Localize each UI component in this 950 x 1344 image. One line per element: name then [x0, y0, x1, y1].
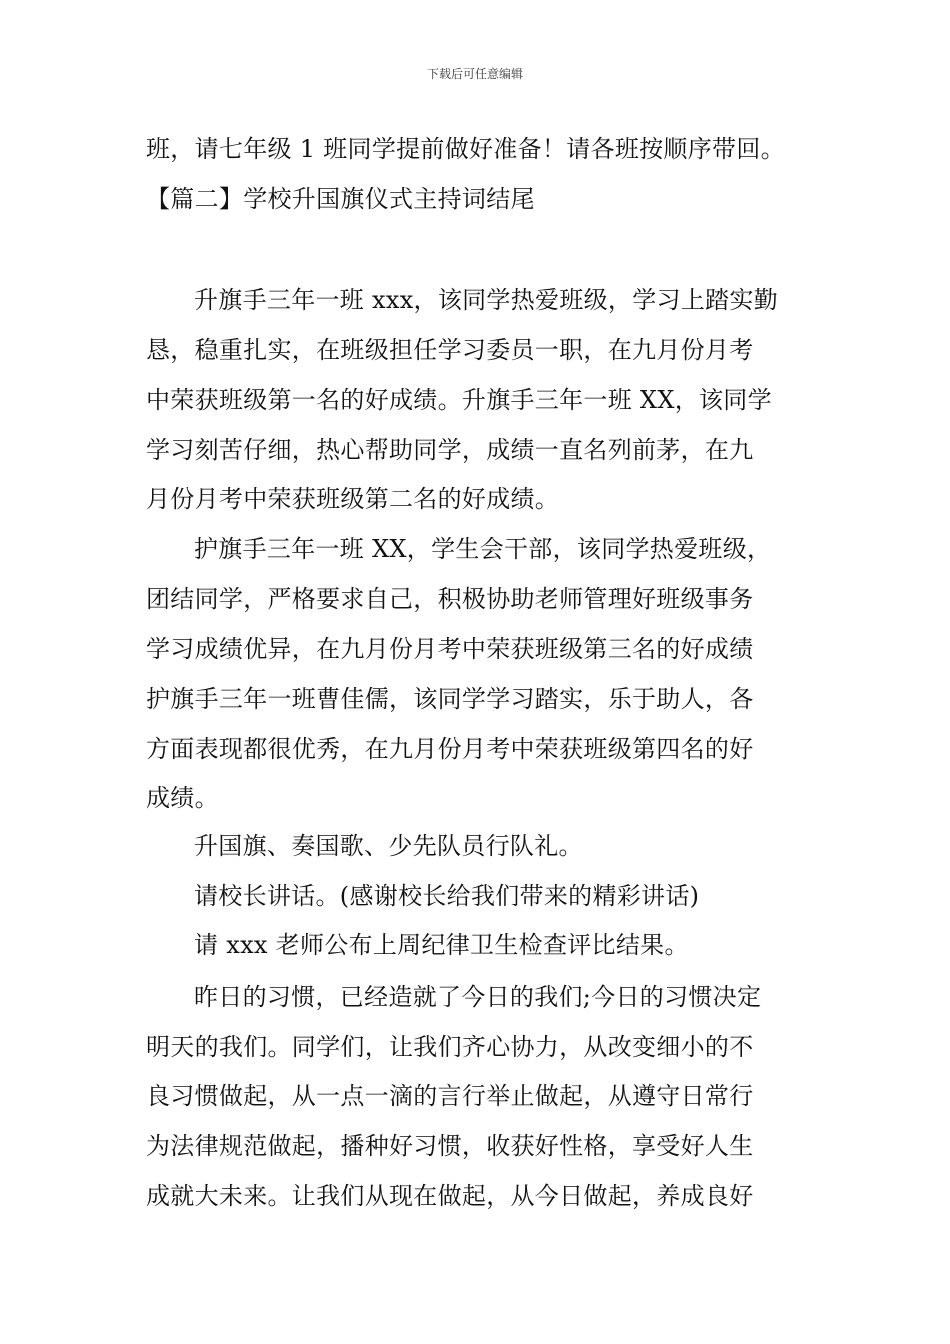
text-line: 学习刻苦仔细，热心帮助同学，成绩一直名列前茅，在九 — [146, 436, 754, 464]
text-line: 班，请七年级 1 班同学提前做好准备！请各班按顺序带回。 — [146, 135, 785, 163]
text-line: 请 xxx 老师公布上周纪律卫生检查评比结果。 — [194, 931, 689, 959]
text-line: 成就大未来。让我们从现在做起，从今日做起，养成良好 — [146, 1182, 754, 1210]
text-line: 护旗手三年一班 XX，学生会干部，该同学热爱班级， — [194, 535, 772, 563]
text-line: 中荣获班级第一名的好成绩。升旗手三年一班 XX，该同学 — [146, 386, 772, 414]
section-heading: 【篇二】学校升国旗仪式主持词结尾 — [146, 185, 535, 213]
text-line: 学习成绩优异，在九月份月考中荣获班级第三名的好成绩 — [146, 635, 754, 663]
text-line: 明天的我们。同学们，让我们齐心协力，从改变细小的不 — [146, 1033, 754, 1061]
text-line: 月份月考中荣获班级第二名的好成绩。 — [146, 485, 560, 513]
text-line: 请校长讲话。(感谢校长给我们带来的精彩讲话) — [194, 882, 700, 910]
text-line: 恳，稳重扎实，在班级担任学习委员一职，在九月份月考 — [146, 336, 754, 364]
text-line: 团结同学，严格要求自己，积极协助老师管理好班级事务 — [146, 585, 754, 613]
text-line: 昨日的习惯，已经造就了今日的我们;今日的习惯决定 — [194, 983, 762, 1011]
text-line: 成绩。 — [146, 784, 219, 812]
text-line: 方面表现都很优秀，在九月份月考中荣获班级第四名的好 — [146, 735, 754, 763]
text-line: 护旗手三年一班曹佳儒，该同学学习踏实，乐于助人，各 — [146, 685, 754, 713]
text-line: 升国旗、奏国歌、少先队员行队礼。 — [194, 832, 583, 860]
text-line: 升旗手三年一班 xxx，该同学热爱班级，学习上踏实勤 — [194, 286, 779, 314]
text-line: 为法律规范做起，播种好习惯，收获好性格，享受好人生 — [146, 1132, 754, 1160]
text-line: 良习惯做起，从一点一滴的言行举止做起，从遵守日常行 — [146, 1082, 754, 1110]
page-header-note: 下载后可任意编辑 — [426, 67, 523, 81]
